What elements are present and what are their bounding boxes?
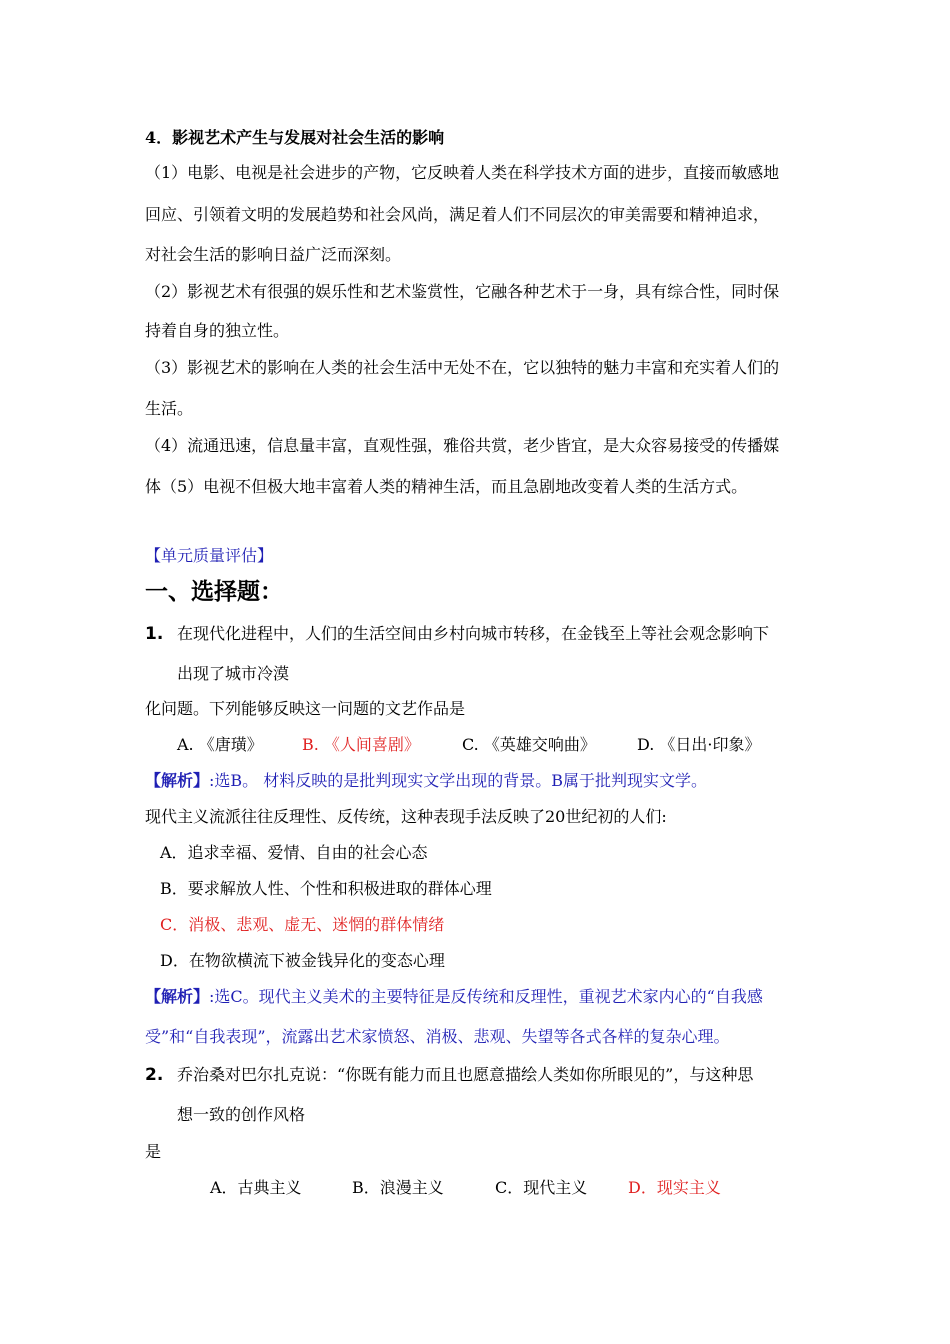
paragraph-line: 回应、引领着文明的发展趋势和社会风尚，满足着人们不同层次的审美需要和精神追求， [145,205,770,224]
question-number: 1. [145,624,164,644]
paragraph-line: 对社会生活的影响日益广泛而深刻。 [145,245,402,264]
option-b-answer: B. 《人间喜剧》 [302,735,420,754]
question-text: 化问题。下列能够反映这一问题的文艺作品是 [145,699,466,718]
option-a: A. 《唐璜》 [177,735,263,754]
paragraph-line: 生活。 [145,399,194,418]
question-text: 现代主义流派往往反理性、反传统，这种表现手法反映了20世纪初的人们: [145,807,667,826]
option-a: A．追求幸福、爱情、自由的社会心态 [160,843,428,862]
analysis-text: :选B。 材料反映的是批判现实文学出现的背景。B属于批判现实文学。 [209,771,708,790]
question-text: 在现代化进程中，人们的生活空间由乡村向城市转移，在金钱至上等社会观念影响下 [177,624,770,643]
option-c-answer: C．消极、悲观、虚无、迷惘的群体情绪 [160,915,445,934]
question-text: 出现了城市冷漠 [177,664,290,683]
analysis [145,771,707,791]
option-d-answer: D．现实主义 [628,1178,721,1197]
analysis-label: 【解析】 [145,987,210,1006]
paragraph-line: （1）电影、电视是社会进步的产物，它反映着人类在科学技术方面的进步，直接而敏感地 [145,163,780,182]
paragraph-line: （4）流通迅速，信息量丰富，直观性强，雅俗共赏，老少皆宜，是大众容易接受的传播媒 [145,436,780,455]
paragraph-line: 体（5）电视不但极大地丰富着人类的精神生活，而且急剧地改变着人类的生活方式。 [145,477,748,496]
option-d: D. 《日出·印象》 [637,735,761,754]
section-heading: 4．影视艺术产生与发展对社会生活的影响 [145,128,445,147]
question-text: 是 [145,1142,162,1161]
option-d: D．在物欲横流下被金钱异化的变态心理 [160,951,445,970]
question-text: 乔治桑对巴尔扎克说：“你既有能力而且也愿意描绘人类如你所眼见的”，与这种思 [177,1065,754,1084]
paragraph-line: （3）影视艺术的影响在人类的社会生活中无处不在，它以独特的魅力丰富和充实着人们的 [145,358,780,377]
analysis [145,987,763,1007]
option-c: C. 《英雄交响曲》 [462,735,596,754]
analysis-label: 【解析】 [145,771,210,790]
paragraph-line: 持着自身的独立性。 [145,321,290,340]
question-number: 2. [145,1065,164,1085]
analysis-text: 受”和“自我表现”，流露出艺术家愤怒、消极、悲观、失望等各式各样的复杂心理。 [145,1027,730,1046]
section-title: 一、选择题： [145,579,283,605]
option-b: B．浪漫主义 [352,1178,444,1197]
option-c: C．现代主义 [495,1178,588,1197]
analysis-text: :选C。现代主义美术的主要特征是反传统和反理性，重视艺术家内心的“自我感 [209,987,763,1006]
option-a: A．古典主义 [210,1178,302,1197]
option-b: B．要求解放人性、个性和积极进取的群体心理 [160,879,492,898]
evaluation-label: 【单元质量评估】 [145,546,274,565]
question-text: 想一致的创作风格 [177,1105,306,1124]
paragraph-line: （2）影视艺术有很强的娱乐性和艺术鉴赏性，它融各种艺术于一身，具有综合性，同时保 [145,282,780,301]
